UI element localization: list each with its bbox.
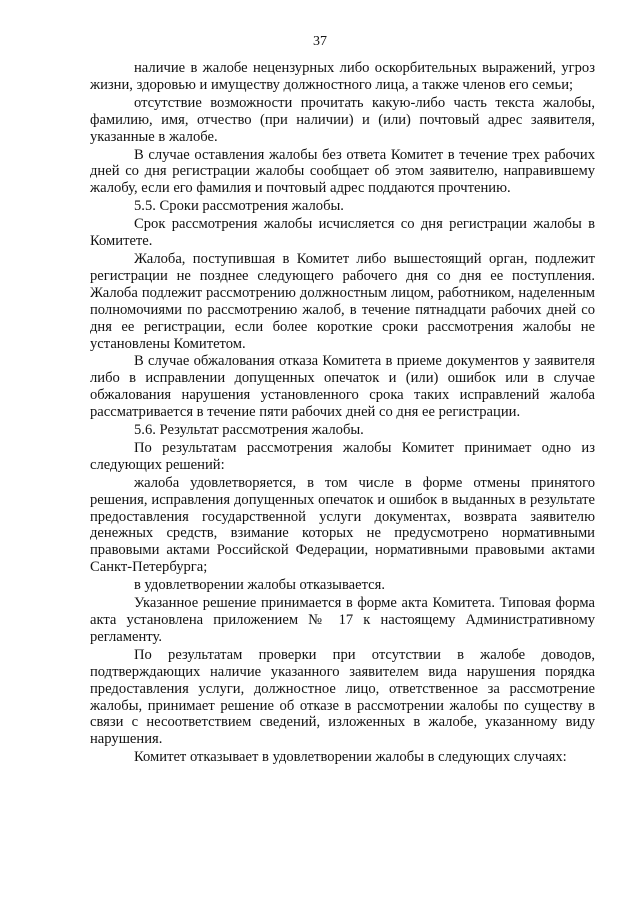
paragraph-review-refusal: По результатам проверки при отсутствии в жалобе доводов, подтверждающих наличие указанного заявителем вида нарушения порядка предоставления услуги, должностное лицо, ответственное за рассмотрение жалобы, принимает решение об отказе в рассмотрении жалобы по существу в связи с несоответствием сведений, изложенных в жалобе, указанному виду нарушения. (90, 646, 595, 748)
document-body (90, 60, 595, 766)
section-heading-5-5: 5.5. Сроки рассмотрения жалобы. (134, 198, 344, 215)
section-heading-5-6: 5.6. Результат рассмотрения жалобы. (134, 422, 364, 439)
paragraph-decisions-intro: По результатам рассмотрения жалобы Комитет принимает одно из следующих решений: (90, 439, 595, 473)
page-number: 37 (313, 34, 327, 49)
paragraph-no-answer-notice: В случае оставления жалобы без ответа Комитет в течение трех рабочих дней со дня регистрации жалобы сообщает об этом заявителю, направившему жалобу, если его фамилия и почтовый адрес поддаются прочтению. (90, 146, 595, 197)
paragraph-denial-cases: Комитет отказывает в удовлетворении жалобы в следующих случаях: (134, 749, 567, 766)
paragraph-registration: Жалоба, поступившая в Комитет либо вышестоящий орган, подлежит регистрации не позднее следующего рабочего дня со дня ее поступления. Жалоба подлежит рассмотрению должностным лицом, работником, наделенным полномочиями по рассмотрению жалоб, в течение пятнадцати рабочих дней со дня ее регистрации, если более короткие сроки рассмотрения жалобы не установлены Комитетом. (90, 250, 595, 352)
paragraph-decision-form: Указанное решение принимается в форме акта Комитета. Типовая форма акта установлена приложением № 17 к настоящему Административному регламенту. (90, 595, 595, 645)
paragraph-unreadable-text: отсутствие возможности прочитать какую-либо часть текста жалобы, фамилию, имя, отчество (при наличии) и (или) почтовый адрес заявителя, указанные в жалобе. (90, 94, 595, 145)
paragraph-complaint-satisfied: жалоба удовлетворяется, в том числе в форме отмены принятого решения, исправления допущенных опечаток и ошибок в выданных в результате предоставления государственной услуги документах, возврата заявителю денежных средств, взимание которых не предусмотрено нормативными правовыми актами Российской Федерации, нормативными правовыми актами Санкт-Петербурга; (90, 474, 595, 576)
paragraph-complaint-denied: в удовлетворении жалобы отказывается. (134, 577, 386, 594)
paragraph-refusal-appeal: В случае обжалования отказа Комитета в приеме документов у заявителя либо в исправлении допущенных опечаток и (или) ошибок или в случае обжалования нарушения установленного срока таких исправлений жалоба рассматривается в течение пяти рабочих дней со дня ее регистрации. (90, 353, 595, 421)
paragraph-review-period: Срок рассмотрения жалобы исчисляется со дня регистрации жалобы в Комитете. (90, 216, 595, 250)
paragraph-obscene-language: наличие в жалобе нецензурных либо оскорбительных выражений, угроз жизни, здоровью и имуществу должностного лица, а также членов его семьи; (90, 60, 595, 93)
